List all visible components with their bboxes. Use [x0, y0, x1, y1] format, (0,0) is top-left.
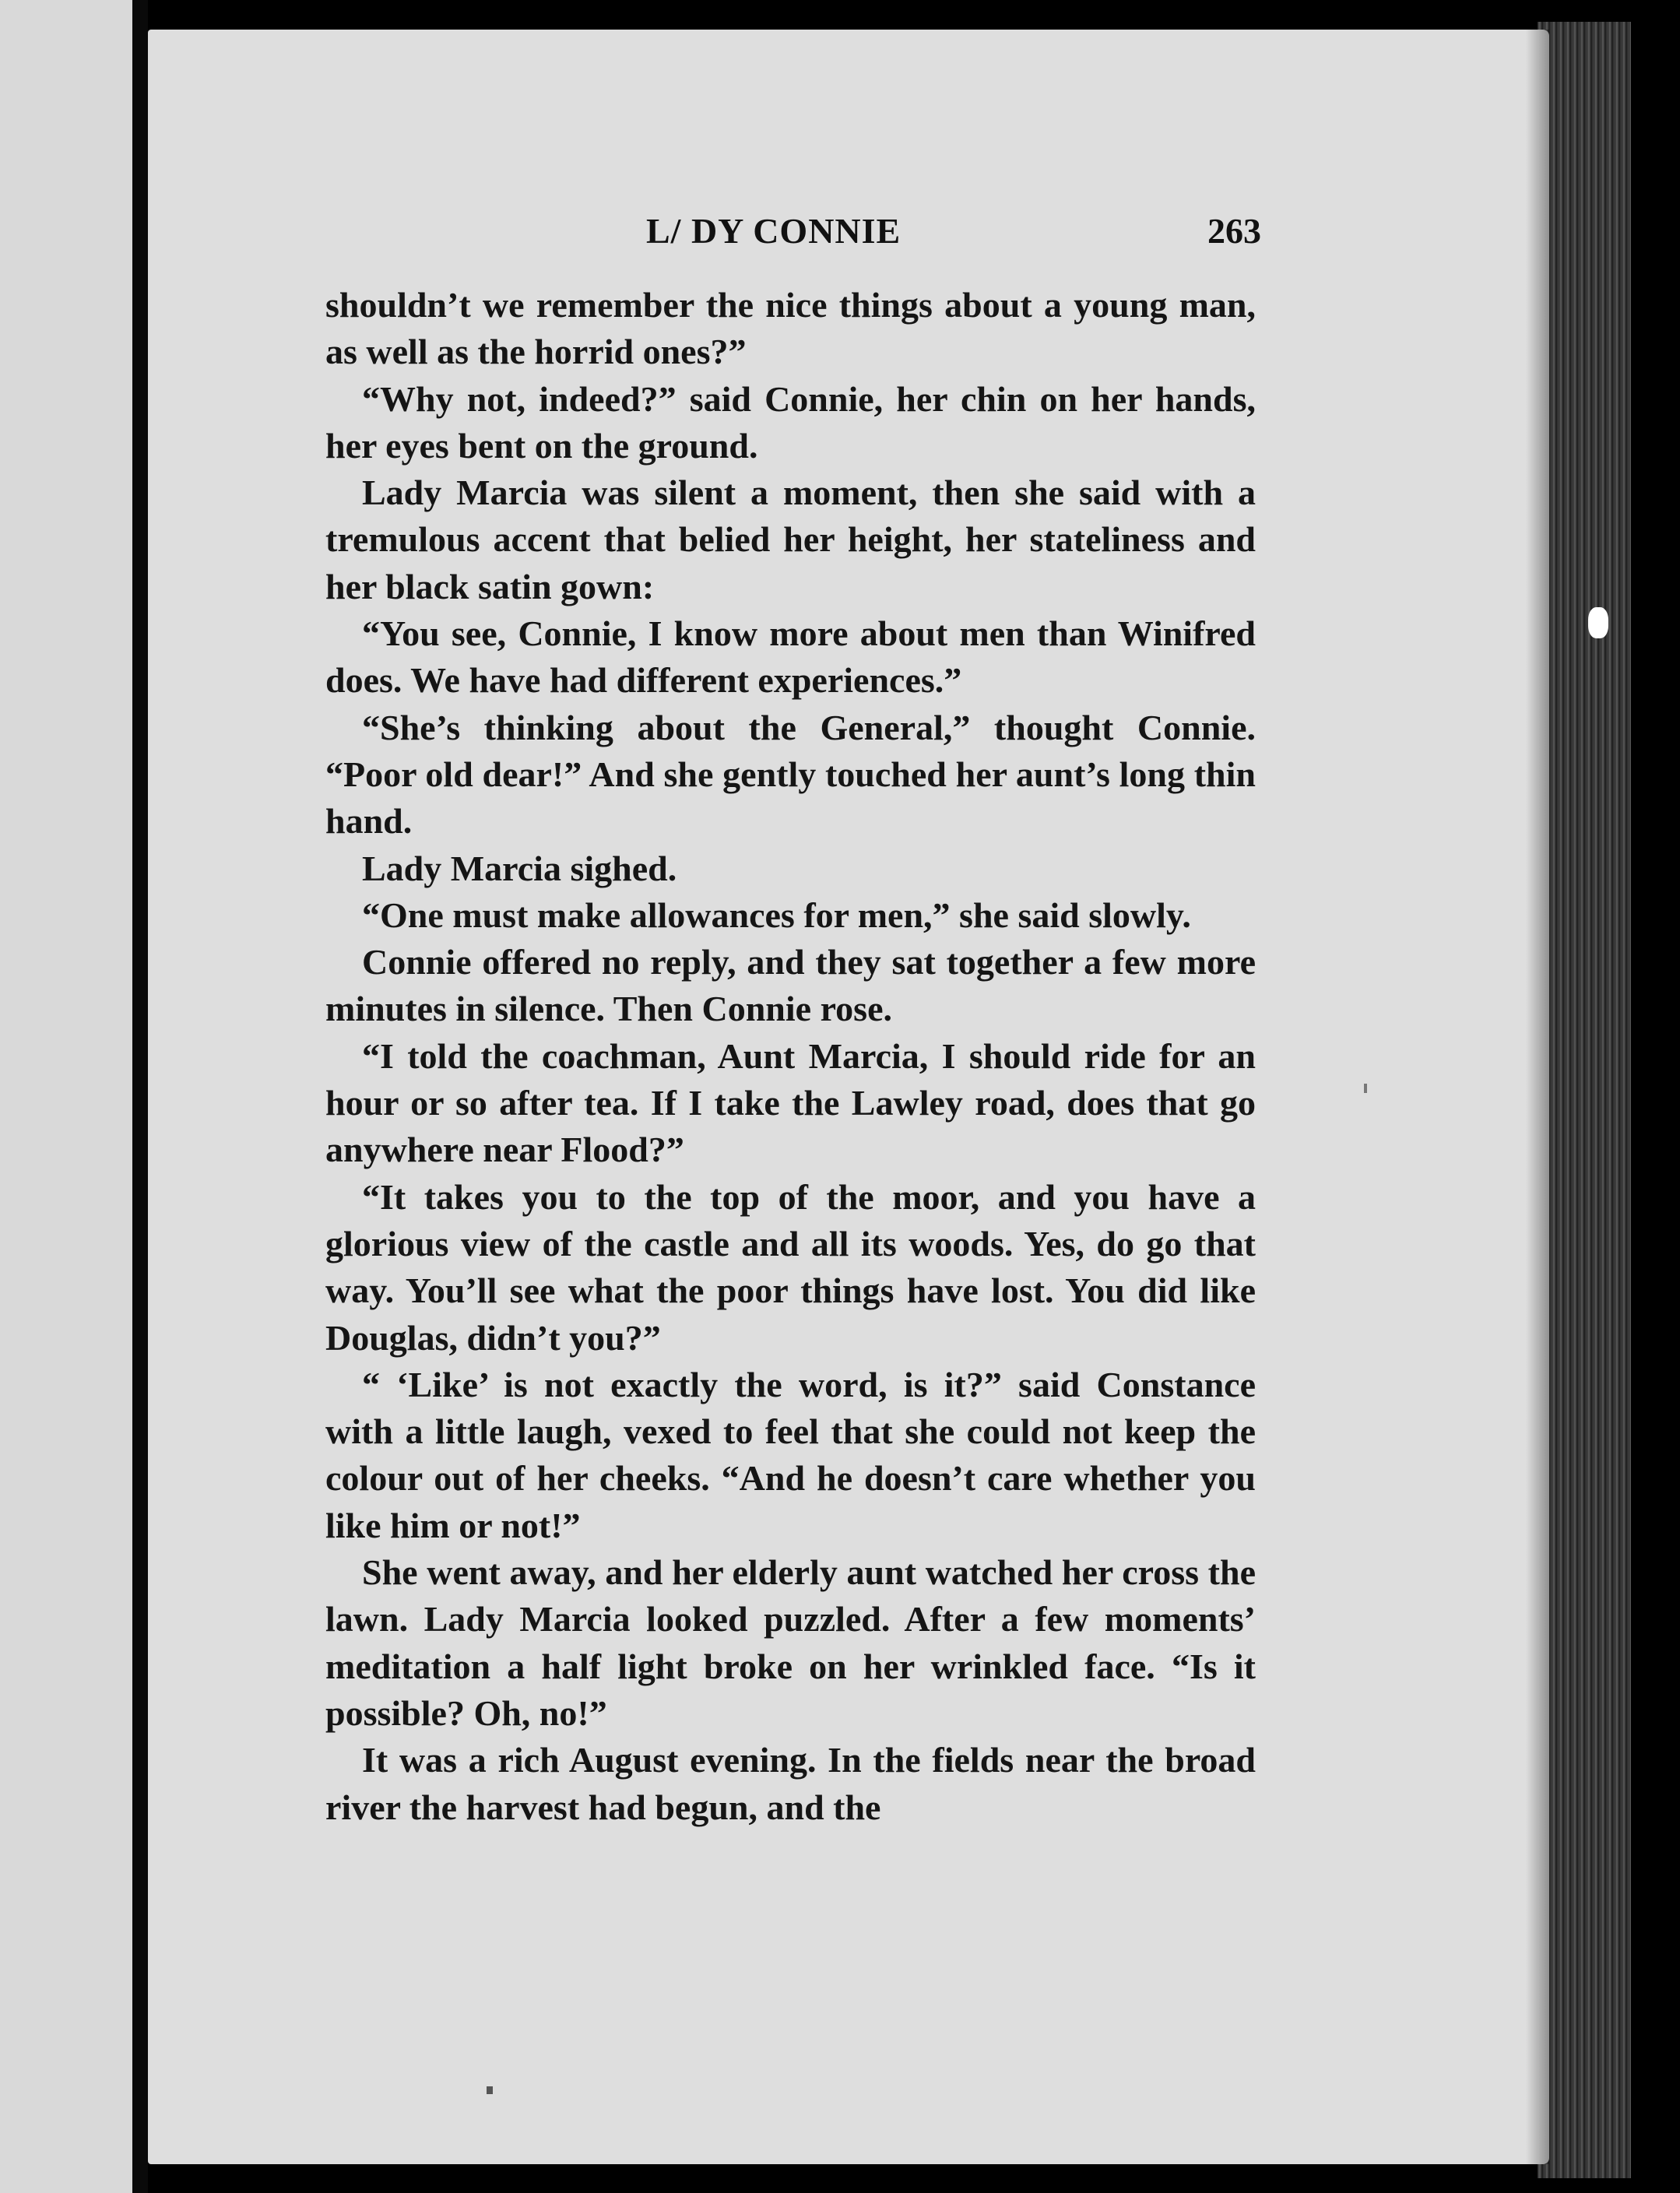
paragraph: “She’s thinking about the General,” thought Connie. “Poor old dear!” And she gently touched her aunt’s long thin hand.	[325, 707, 1256, 842]
paragraph: “One must make allowances for men,” she said slowly.	[362, 894, 1191, 935]
paragraph: Connie offered no reply, and they sat together a few more minutes in silence. Then Connie rose.	[325, 942, 1256, 1029]
paragraph: shouldn’t we remember the nice things about a young man, as well as the horrid ones?”	[325, 285, 1256, 372]
paragraph: She went away, and her elderly aunt watched her cross the lawn. Lady Marcia looked puzzled. After a few moments’ meditation a half light broke on her wrinkled face. “Is it possible? Oh, no!”	[325, 1552, 1256, 1733]
page-number: 263	[1207, 211, 1261, 251]
paragraph: It was a rich August evening. In the fields near the broad river the harvest had begun, and the	[325, 1740, 1256, 1827]
scan-speck	[487, 2086, 493, 2094]
body-text	[325, 282, 1256, 1831]
paragraph: “ ‘Like’ is not exactly the word, is it?” said Constance with a little laugh, vexed to feel that she could not keep the colour out of her cheeks. “And he doesn’t care whether you like him or not!”	[325, 1364, 1256, 1545]
scan-border	[1631, 0, 1680, 2193]
left-page-edge	[0, 0, 132, 2193]
paragraph: “Why not, indeed?” said Connie, her chin on her hands, her eyes bent on the ground.	[325, 378, 1256, 466]
paragraph: “I told the coachman, Aunt Marcia, I should ride for an hour or so after tea. If I take the Lawley road, does that go anywhere near Flood?”	[325, 1035, 1256, 1170]
page-stack-edge	[1538, 22, 1631, 2178]
scan-speck	[1364, 1084, 1367, 1093]
book-gutter	[132, 0, 148, 2193]
page-header	[327, 210, 1261, 265]
paragraph: “It takes you to the top of the moor, and you have a glorious view of the castle and all its woods. Yes, do go that way. You’ll see what the poor things have lost. You did like Douglas, didn’t you?”	[325, 1176, 1256, 1358]
paragraph: Lady Marcia sighed.	[362, 848, 677, 888]
paragraph: “You see, Connie, I know more about men than Winifred does. We have had different experiences.”	[325, 613, 1256, 701]
page-edge-shadow	[1526, 30, 1549, 2164]
running-title: L/ DY CONNIE	[646, 211, 902, 251]
paragraph: Lady Marcia was silent a moment, then she said with a tremulous accent that belied her height, her stateliness and her black satin gown:	[325, 473, 1256, 606]
scan-speck	[1588, 607, 1608, 638]
